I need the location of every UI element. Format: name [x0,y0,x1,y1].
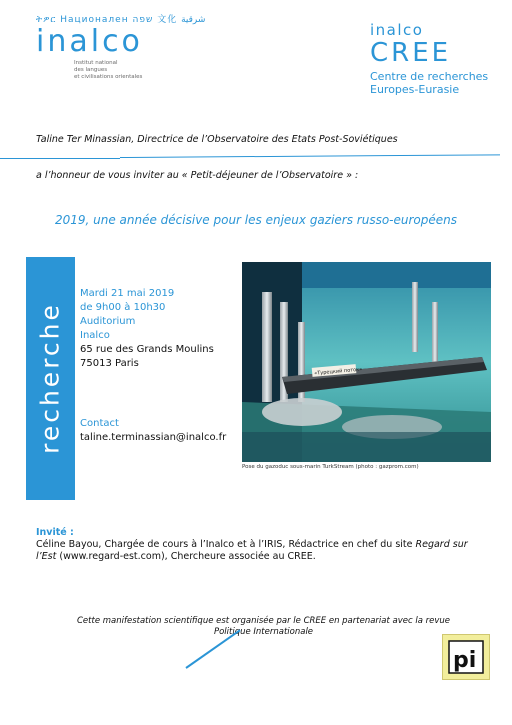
cree-top-word: inalco [370,21,424,39]
event-title: 2019, une année décisive pour les enjeux gaziers russo-européens [54,213,458,227]
guest-block [36,527,486,563]
partner-note [36,616,491,638]
contact-email[interactable]: taline.terminassian@inalco.fr [80,432,227,443]
intro-line: Taline Ter Minassian, Directrice de l’Observatoire des Etats Post-Soviétiques [36,134,398,145]
guest-text-1: Céline Bayou, Chargée de cours à l’Inalco et à l’IRIS, Rédactrice en chef du site [36,539,416,550]
logo-desc-line: et civilisations orientales [74,74,143,80]
partner-line-1: Cette manifestation scientifique est organisée par le CREE en partenariat avec la revue [76,616,451,626]
event-city: 75013 Paris [80,358,139,369]
cree-subtitle-2: Europes-Eurasie [370,83,460,96]
guest-text-2: (www.regard-est.com), Chercheure associée au CREE. [56,551,316,562]
logo-desc-line: des langues [74,67,108,73]
pipe-label: «Турецкий поток» [313,366,363,377]
logo-description [74,60,164,81]
pi-logo-text: pi [453,648,477,673]
cree-main-word: CREE [370,38,452,68]
logo-scripts: ትዎር Национален שפה 文化 شرقية [36,15,206,25]
contact-label: Contact [80,418,119,429]
recherche-band-label: recherche [35,302,65,454]
divider-line [0,158,120,159]
invite-line: a l’honneur de vous inviter au « Petit-déjeuner de l’Observatoire » : [36,170,359,181]
event-address: 65 rue des Grands Moulins [80,344,214,355]
pi-logo-icon [443,635,491,681]
event-time: de 9h00 à 10h30 [80,302,166,313]
event-details [80,287,214,371]
guest-label: Invité : [36,527,74,538]
event-room: Auditorium [80,316,136,327]
cree-subtitle-1: Centre de recherches [370,70,489,83]
guest-site-name: Regard sur l’Est [36,539,468,562]
divider-line [120,154,500,158]
pipeline-photo-image [242,262,491,462]
logo-desc-line: Institut national [74,60,118,66]
partner-line-2: Politique Internationale [213,627,314,637]
politique-internationale-logo [442,634,490,680]
event-institution: Inalco [80,330,110,341]
contact-block [80,417,226,445]
event-date: Mardi 21 mai 2019 [80,288,175,299]
pipeline-photo [242,262,491,462]
photo-caption: Pose du gazoduc sous-marin TurkStream (photo : gazprom.com) [242,464,419,470]
cree-logo [370,22,510,96]
logo-word: inalco [36,24,143,59]
